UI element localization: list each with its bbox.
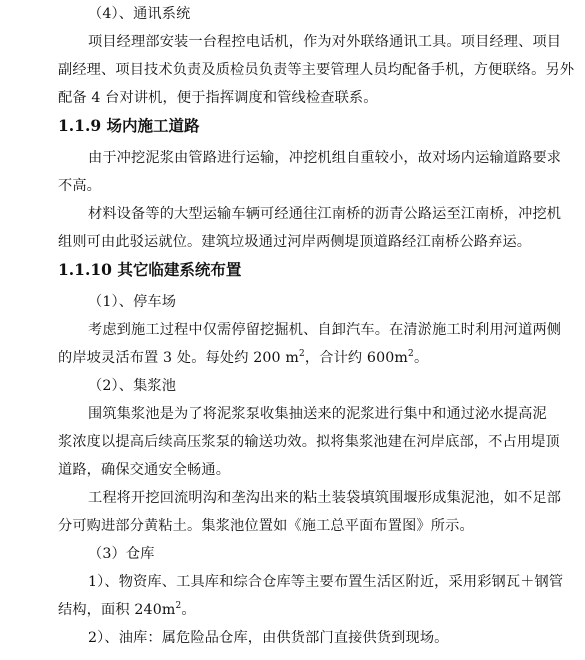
- subsection-title-communication: （4）、通讯系统: [88, 6, 191, 22]
- text-run: 结构，面积 240m: [58, 602, 176, 618]
- superscript: 2: [175, 601, 182, 611]
- subsection-title-slurry-pool: （2）、集浆池: [88, 378, 177, 394]
- paragraph-line: 道路，确保交通安全畅通。: [58, 462, 231, 478]
- paragraph-line: 2）、油库：属危险品仓库，由供货部门直接供货到现场。: [88, 630, 449, 646]
- paragraph-line: 副经理、项目技术负责及质检员负责等主要管理人员均配备手机，方便联络。另外: [58, 62, 575, 78]
- paragraph-line: 组则可由此驳运就位。建筑垃圾通过河岸两侧堤顶道路经江南桥公路弃运。: [58, 234, 532, 250]
- paragraph-line: 配备 4 台对讲机，便于指挥调度和管线检查联系。: [58, 90, 378, 106]
- superscript: 2: [299, 349, 305, 359]
- paragraph-line: 材料设备等的大型运输车辆可经通往江南桥的沥青公路运至江南桥，冲挖机: [88, 206, 562, 222]
- paragraph-line: 分可购进部分黄粘土。集浆池位置如《施工总平面布置图》所示。: [58, 518, 474, 534]
- heading-1-1-10: 1.1.10 其它临建系统布置: [58, 260, 242, 279]
- paragraph-line: 1）、物资库、工具库和综合仓库等主要布置生活区附近，采用彩钢瓦＋钢管: [88, 574, 564, 590]
- paragraph-line: 考虑到施工过程中仅需停留挖掘机、自卸汽车。在清淤施工时利用河道两侧: [88, 322, 562, 338]
- paragraph-line-with-area: [58, 348, 428, 368]
- text-run: 。: [181, 602, 196, 618]
- subsection-title-warehouse: （3）仓库: [88, 546, 155, 562]
- heading-1-1-9: 1.1.9 场内施工道路: [58, 116, 200, 135]
- superscript: 2: [408, 349, 414, 359]
- paragraph-line: 工程将开挖回流明沟和垄沟出来的粘土装袋填筑围堰形成集泥池，如不足部: [88, 490, 562, 506]
- paragraph-line: 浆浓度以提高后续高压浆泵的输送功效。拟将集浆池建在河岸底部，不占用堤顶: [58, 434, 560, 450]
- paragraph-line: 不高。: [58, 178, 102, 194]
- subsection-title-parking: （1）、停车场: [88, 294, 177, 310]
- paragraph-line: 由于冲挖泥浆由管路进行运输，冲挖机组自重较小，故对场内运输道路要求: [88, 150, 562, 166]
- text-run: 的岸坡灵活布置 3 处。每处约 200 m: [58, 350, 299, 366]
- paragraph-line: 项目经理部安装一台程控电话机，作为对外联络通讯工具。项目经理、项目: [88, 34, 562, 50]
- paragraph-line: 围筑集浆池是为了将泥浆泵收集抽送来的泥浆进行集中和通过泌水提高泥: [88, 406, 547, 422]
- paragraph-line-with-area: [58, 600, 196, 620]
- text-run: 。: [413, 350, 429, 366]
- text-run: ，合计约 600m: [304, 350, 409, 366]
